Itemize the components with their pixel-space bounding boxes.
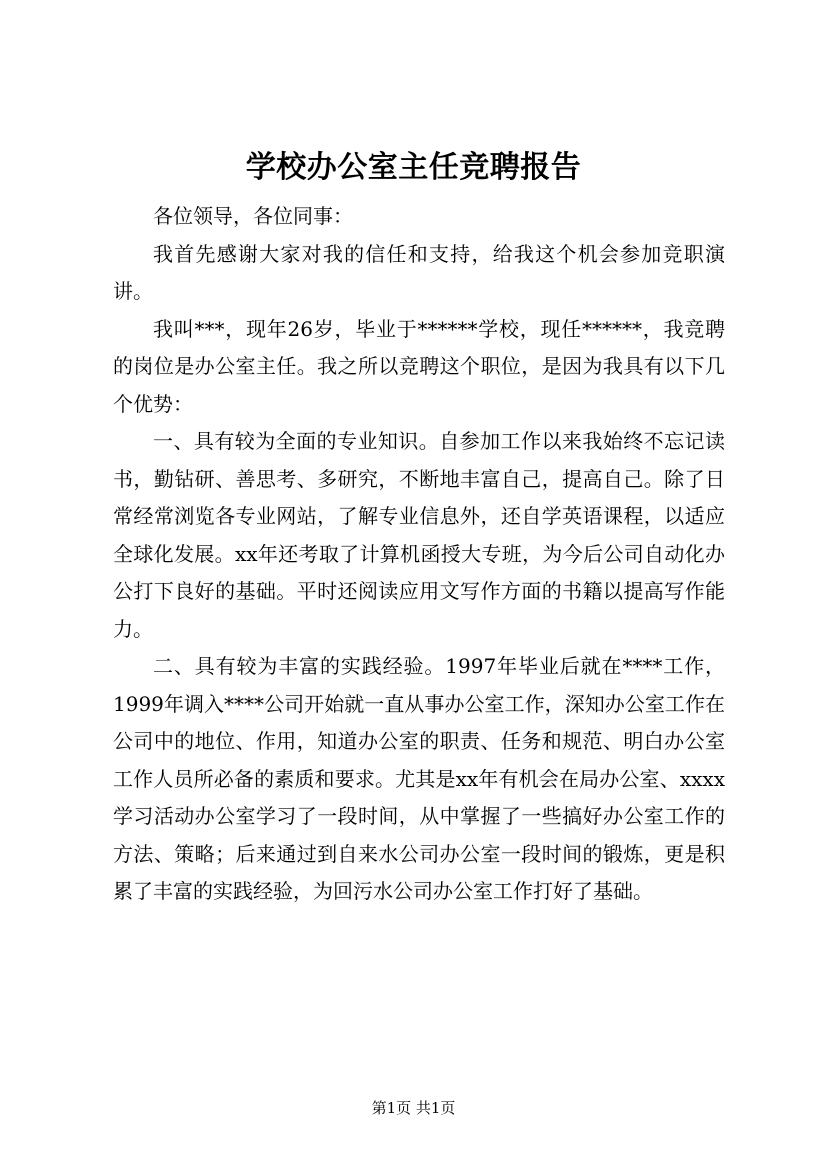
thanks-paragraph: 我首先感谢大家对我的信任和支持，给我这个机会参加竞职演讲。 [113,241,725,303]
salutation-paragraph: 各位领导，各位同事： [153,204,353,228]
page-footer: 第1页 共1页 [371,1099,456,1117]
document-body [113,198,725,911]
advantage-two-paragraph: 二、具有较为丰富的实践经验。1997年毕业后就在****工作，1999年调入****公司开始就一直从事办公室工作，深知办公室工作在公司中的地位、作用，知道办公室的职责、任务和规范、明白办公室工作人员所必备的素质和要求。尤其是xx年有机会在局办公室、xxxx学习活动办公室学习了一段时间，从中掌握了一些搞好办公室工作的方法、策略；后来通过到自来水公司办公室一段时间的锻炼，更是积累了丰富的实践经验，为回污水公司办公室工作打好了基础。 [113,654,725,903]
document-title: 学校办公室主任竞聘报告 [245,150,582,185]
advantage-one-paragraph: 一、具有较为全面的专业知识。自参加工作以来我始终不忘记读书，勤钻研、善思考、多研究，不断地丰富自己，提高自己。除了日常经常浏览各专业网站，了解专业信息外，还自学英语课程，以适应全球化发展。xx年还考取了计算机函授大专班，为今后公司自动化办公打下良好的基础。平时还阅读应用文写作方面的书籍以提高写作能力。 [113,429,725,641]
introduction-paragraph: 我叫***，现年26岁，毕业于******学校，现任******，我竞聘的岗位是办公室主任。我之所以竞聘这个职位，是因为我具有以下几个优势： [113,316,725,416]
